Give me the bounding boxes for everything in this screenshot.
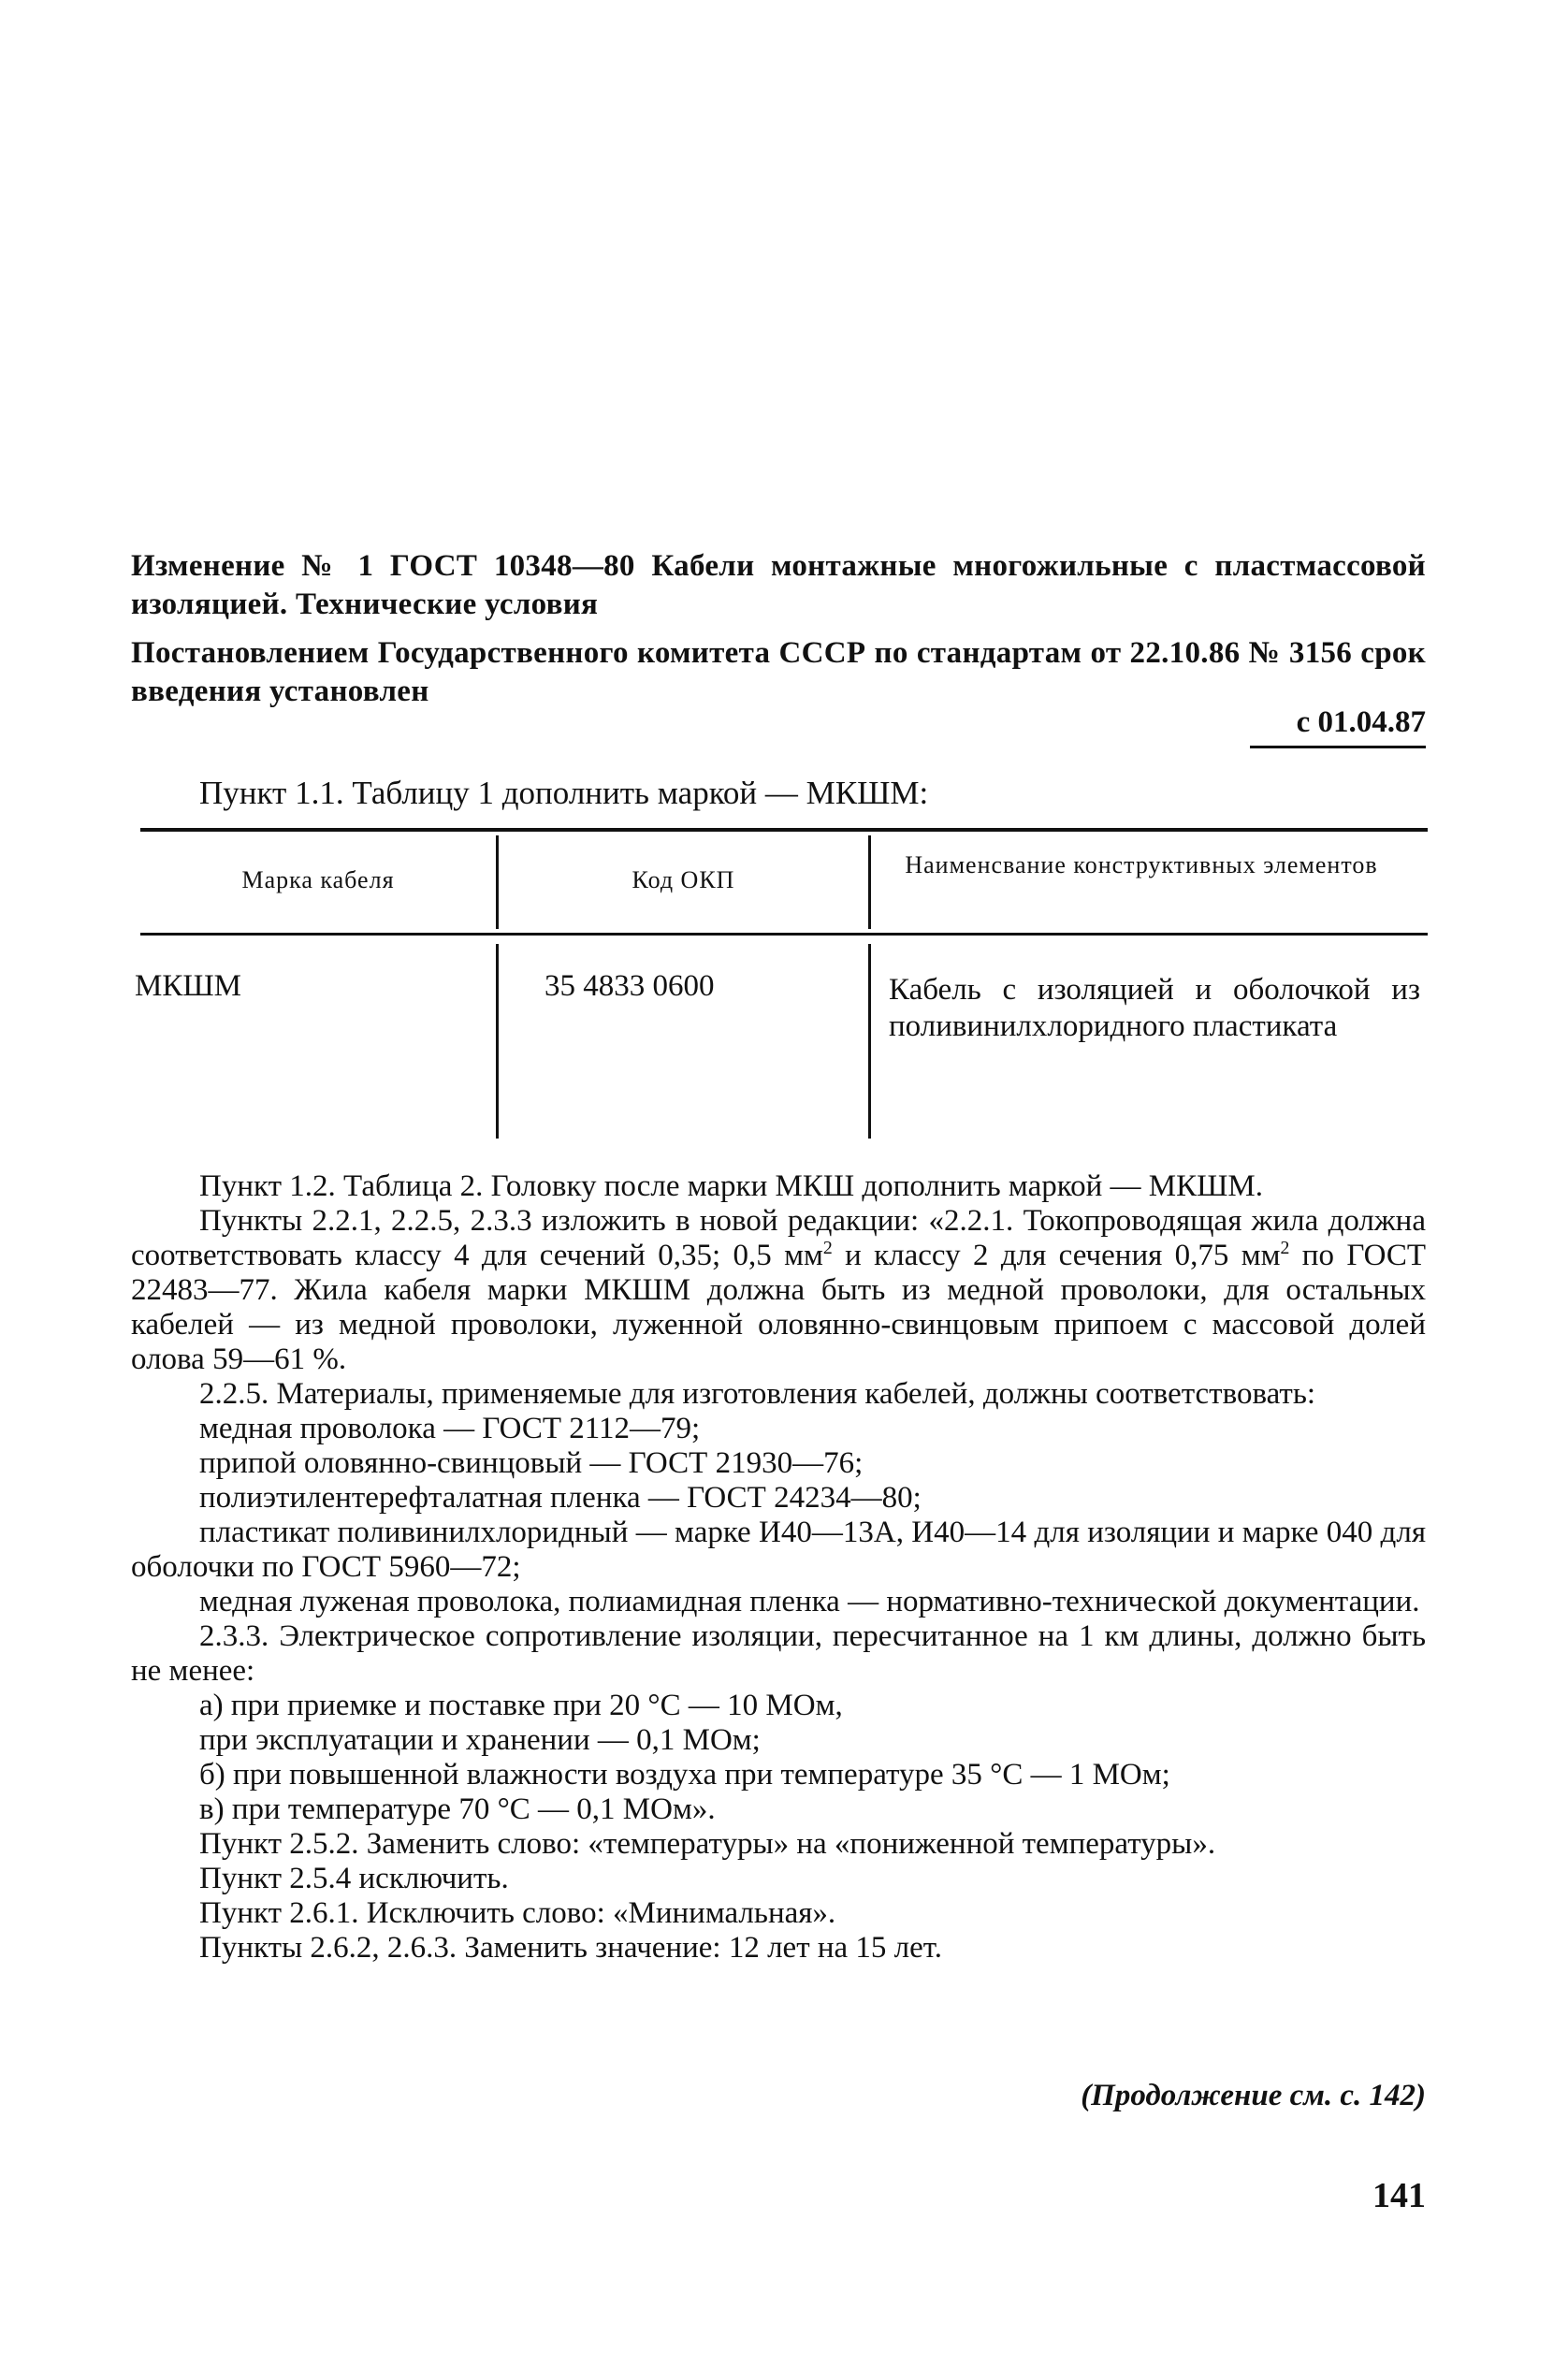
material-item: медная луженая проволока, полиамидная пленка — нормативно-технической документации. [199, 1585, 1420, 1618]
resistance-item: при эксплуатации и хранении — 0,1 МОм; [199, 1723, 761, 1757]
table-header-cell: Код ОКП [632, 866, 735, 893]
material-item: медная проволока — ГОСТ 2112—79; [199, 1412, 701, 1445]
amendment-body [131, 1169, 1426, 1966]
table-header-cell: Марка кабеля [241, 866, 395, 893]
table-cell: Кабель с изоляцией и оболочкой из поливинилхлоридного пластиката [889, 973, 1420, 1043]
table-divider [868, 944, 871, 1139]
clause-1-2: Пункт 1.2. Таблица 2. Головку после марки МКШ дополнить маркой — МКШМ. [199, 1169, 1263, 1203]
clause-2-6-2: Пункты 2.6.2, 2.6.3. Заменить значение: 12 лет на 15 лет. [199, 1931, 942, 1965]
page-number: 141 [1372, 2176, 1426, 2215]
clause-2-2-5: 2.2.5. Материалы, применяемые для изготовления кабелей, должны соответствовать: [199, 1377, 1316, 1411]
clause-2-5-4: Пункт 2.5.4 исключить. [199, 1862, 509, 1895]
clause-2-6-1: Пункт 2.6.1. Исключить слово: «Минимальная». [199, 1896, 836, 1930]
effective-date-block [131, 704, 1426, 748]
table-divider [496, 944, 499, 1139]
resistance-item: б) при повышенной влажности воздуха при температуре 35 °С — 1 МОм; [199, 1758, 1170, 1792]
clause-2-5-2: Пункт 2.5.2. Заменить слово: «температуры» на «пониженной температуры». [199, 1827, 1216, 1861]
table-header-cell: Наименсвание конструктивных элементов [905, 851, 1378, 878]
table-divider [868, 835, 871, 929]
change-title: Изменение № 1 ГОСТ 10348—80 Кабели монтажные многожильные с пластмассовой изоляцией. Технические условия [131, 549, 1426, 621]
resistance-item: а) при приемке и поставке при 20 °С — 10 МОм, [199, 1689, 843, 1722]
resistance-item: в) при температуре 70 °С — 0,1 МОм». [199, 1792, 716, 1826]
material-item: припой оловянно-свинцовый — ГОСТ 21930—76; [199, 1446, 864, 1480]
decree-text: Постановлением Государственного комитета СССР по стандартам от 22.10.86 № 3156 срок введения установлен [131, 636, 1426, 708]
table-cell: МКШМ [135, 969, 241, 1003]
cable-table [135, 828, 1428, 1146]
continued-note: (Продолжение см. с. 142) [1081, 2079, 1426, 2112]
effective-date: с 01.04.87 [1250, 704, 1426, 748]
table-top-rule [140, 828, 1428, 832]
material-item: полиэтилентерефталатная пленка — ГОСТ 24234—80; [199, 1481, 922, 1515]
clause-2-3-3: 2.3.3. Электрическое сопротивление изоляции, пересчитанное на 1 км длины, должно быть не менее: [131, 1619, 1426, 1688]
material-item: пластикат поливинилхлоридный — марке И40—13А, И40—14 для изоляции и марке 040 для оболочки по ГОСТ 5960—72; [131, 1516, 1426, 1584]
table-header-rule [140, 933, 1428, 936]
table-cell: 35 4833 0600 [544, 969, 715, 1003]
clause-1-1: Пункт 1.1. Таблицу 1 дополнить маркой — МКШМ: [199, 775, 929, 811]
clause-2-2-1: Пункты 2.2.1, 2.2.5, 2.3.3 изложить в новой редакции: «2.2.1. Токопроводящая жила должна соответствовать классу 4 для сечений 0,35; 0,5 $мм^2$ и классу 2 для сечения 0,75 $мм^2$ по ГОСТ 22483—77. Жила кабеля марки МКШМ должна быть из медной проволоки, для остальных кабелей — из медной проволоки, луженной оловянно-свинцовым припоем с массовой долей олова 59—61 %. [131, 1204, 1426, 1376]
